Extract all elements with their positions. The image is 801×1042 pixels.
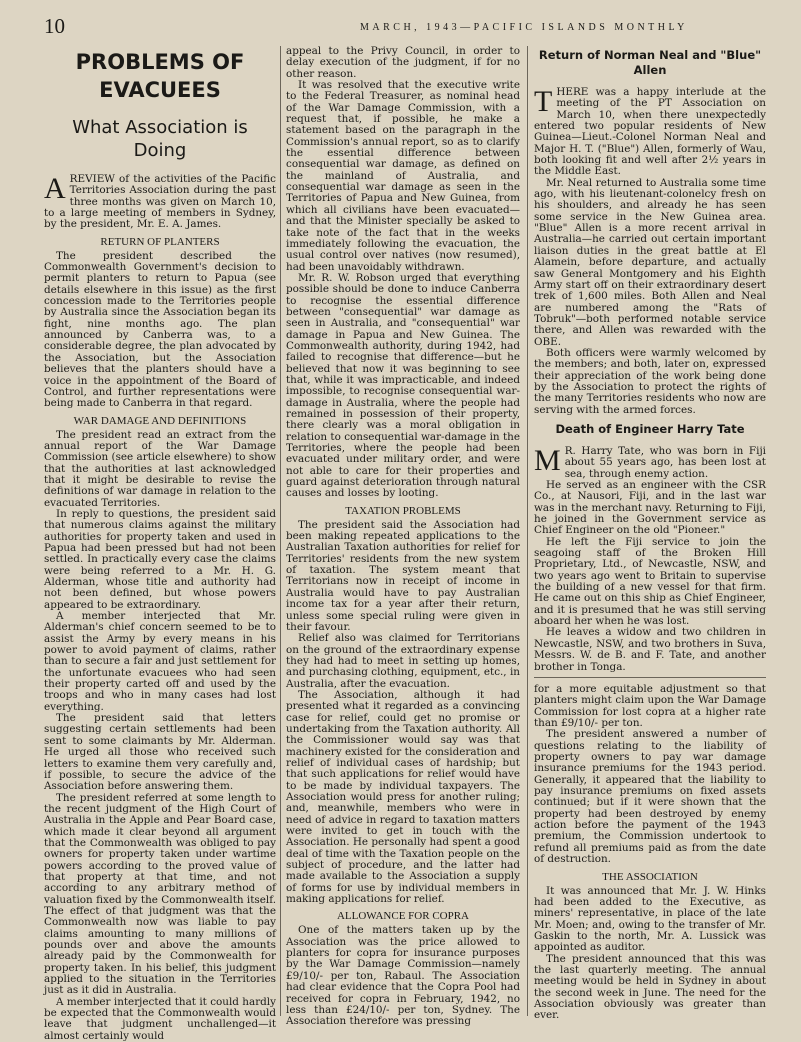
- paragraph: Relief also was claimed for Territorians on the ground of the extraordinary expense they had had to meet in setting up homes, and purchasing clothing, equipment, etc., in Australia, after the evacuation.: [286, 632, 520, 690]
- paragraph: It was resolved that the executive write to the Federal Treasurer, as nominal head of the War Damage Commission, with a request that, if possible, he make a statement based on the paragraph in the Commission's annual report, so as to clarify the essential difference between consequential war damage, as defined on the mainland of Australia, and consequential war damage as seen in the Territories of Papua and New Guinea, from which all civilians have been evacuated—and that the Minister specially be asked to take note of the fact that in the weeks immediately following the evacuation, the usual control over natives (now resumed), had been unavoidably withdrawn.: [286, 79, 520, 273]
- subhead-copra: ALLOWANCE FOR COPRA: [336, 910, 469, 923]
- column-2: [286, 45, 520, 1028]
- paragraph: The president said the Association had been making repeated applications to the Australian Taxation authorities for relief for Territories' residents from the new system of taxation. The system meant that Territorians now in receipt of income in Australia would have to pay Australian income tax for a year after their return, unless some special ruling were given in their favour.: [286, 518, 520, 633]
- paragraph: THERE was a happy interlude at the meeting of the PT Association on March 10, when there unexpectedly entered two popular residents of New Guinea—Lieut.-Colonel Norman Neal and Major H. T. ("Blue") Allen, formerly of Wau, both looking fit and well after 2½ years in the Middle East.: [534, 85, 766, 178]
- column-3-continuation: [534, 684, 766, 1022]
- paragraph: Mr. Neal returned to Australia some time ago, with his lieutenant-colonelcy fresh on his shoulders, and already he has seen some service in the New Guinea area. "Blue" Allen is a more recent arrival in Australia—he carried out certain important liaison duties in the great battle at El Alamein, before departure, and actually saw General Montgomery and his Eighth Army start off on their extraordinary desert trek of 1,600 miles. Both Allen and Neal are numbered among the "Rats of Tobruk"—both performed notable service there, and Allen was rewarded with the OBE.: [534, 176, 766, 348]
- drop-cap: A: [44, 172, 66, 205]
- paragraph: The president announced that this was the last quarterly meeting. The annual meeting would be held in Sydney in about the second week in June. The need for the Association obviously was greater than ever.: [534, 952, 766, 1022]
- headline-line-2: EVACUEES: [99, 78, 221, 102]
- column-3-articles: [534, 46, 766, 676]
- subhead-war-damage: WAR DAMAGE AND DEFINITIONS: [73, 414, 247, 427]
- paragraph: He leaves a widow and two children in Newcastle, NSW, and two brothers in Suva, Messrs. W. de B. and F. Tate, and another brother in Tonga.: [534, 626, 766, 673]
- paragraph: The president referred at some length to the recent judgment of the High Court of Australia in the Apple and Pear Board case, which made it clear beyond all argument that the Commonwealth was obliged to pay owners for property taken under wartime powers according to the proved value of that property at that time, and not according to any arbitrary method of valuation fixed by the Commonwealth itself. The effect of that judgment was that the Commonwealth now was liable to pay claims amounting to many millions of pounds over and above the amounts already paid by the Commonwealth for property taken. In his belief, this judgment applied to the situation in the Territories just as it did in Australia.: [44, 791, 276, 997]
- subhead-return-of-planters: RETURN OF PLANTERS: [100, 235, 220, 248]
- column-1: [44, 46, 276, 1042]
- paragraph: The president described the Commonwealth Government's decision to permit planters to return to Papua (see details elsewhere in this issue) as the first concession made to the Territories people by Australia since the Association began its fight, nine months ago. The plan announced by Canberra was, to a considerable degree, the plan advocated by the Association, but the Association believes that the planters should have a voice in the appointment of the Board of Control, and further representations were being made to Canberra in that regard.: [44, 249, 276, 410]
- article-divider: [534, 677, 766, 678]
- paragraph: Both officers were warmly welcomed by the members; and both, later on, expressed their appreciation of the work being done by the Association to protect the rights of the many Territories residents who now are serving with the armed forces.: [534, 346, 766, 416]
- paragraph: A member interjected that Mr. Alderman's chief concern seemed to be to assist the Army by every means in his power to avoid payment of claims, rather than to secure a fair and just settlement for the unfortunate evacuees who had seen their property carted off and used by the troops and who in many cases had lost everything.: [44, 610, 276, 713]
- paragraph: for a more equitable adjustment so that planters might claim upon the War Damage Commission for lost copra at a higher rate than £9/10/- per ton.: [534, 683, 766, 730]
- page-number: 10: [44, 14, 65, 38]
- paragraph: It was announced that Mr. J. W. Hinks had been added to the Executive, as miners' representative, in place of the late Mr. Moen; and, owing to the transfer of Mr. Gaskin to the north, Mr. A. Lussick was appointed as auditor.: [534, 884, 766, 954]
- kicker-headline: What Association is Doing: [72, 117, 248, 161]
- paragraph: The Association, although it had presented what it regarded as a convincing case for relief, could get no promise or undertaking from the Taxation authority. All the Commissioner would say was that machinery existed for the consideration and relief of individual cases of hardship; but that such applications for relief would have to be made by individual taxpayers. The Association would press for another ruling; and, meanwhile, members who were in need of advice in regard to taxation matters were invited to get in touch with the Association. He personally had spent a good deal of time with the Taxation people on the subject of procedure, and the latter had made available to the Association a supply of forms for use by individual members in making applications for relief.: [286, 688, 520, 906]
- intro-paragraph: AREVIEW of the activities of the Pacific Territories Association during the past three months was given on March 10, to a large meeting of members in Sydney, by the president, Mr. E. A. James.: [44, 172, 276, 231]
- paragraph: He left the Fiji service to join the seagoing staff of the Broken Hill Proprietary, Ltd., of Newcastle, NSW, and two years ago went to Britain to supervise the building of a new vessel for that firm. He came out on this ship as Chief Engineer, and it is presumed that he was still serving aboard her when he was lost.: [534, 535, 766, 628]
- headline-neal-allen: Return of Norman Neal and "Blue" Allen: [538, 48, 762, 77]
- subhead-taxation: TAXATION PROBLEMS: [345, 504, 461, 517]
- drop-cap: M: [534, 443, 561, 477]
- paragraph: One of the matters taken up by the Association was the price allowed to planters for copra for insurance purposes by the War Damage Commission—namely £9/10/- per ton, Rabaul. The Association had clear evidence that the Copra Pool had received for copra in February, 1942, no less than £24/10/- per ton, Sydney. The Association therefore was pressing: [286, 924, 520, 1028]
- headline-line-1: PROBLEMS OF: [75, 50, 245, 74]
- subhead-the-association: THE ASSOCIATION: [602, 870, 698, 883]
- headline-harry-tate: Death of Engineer Harry Tate: [555, 421, 745, 436]
- paragraph: The president read an extract from the annual report of the War Damage Commission (see article elsewhere) to show that the authorities at last acknowledged that it might be desirable to revise the definitions of war damage in relation to the evacuated Territories.: [44, 428, 276, 509]
- paragraph: M R. Harry Tate, who was born in Fiji about 55 years ago, has been lost at sea, through enemy action.: [534, 443, 766, 480]
- paragraph: He served as an engineer with the CSR Co., at Nausori, Fiji, and in the last war was in the merchant navy. Returning to Fiji, he joined in the Government service as Chief Engineer on the old "Pioneer.": [534, 479, 766, 537]
- paragraph: Mr. R. W. Robson urged that everything possible should be done to induce Canberra to recognise the essential difference between "consequential" war damage as seen in Australia, and "consequential" war damage in Papua and New Guinea. The Commonwealth authority, during 1942, had failed to recognise that difference—but he believed that now it was beginning to see that, while it was impracticable, and indeed impossible, to recognise consequential war-damage in Australia, where the people had remained in possession of their property, there clearly was a moral obligation in relation to consequential war-damage in the Territories, where the people had been evacuated under military order, and were not able to care for their properties and guard against deterioration through natural causes and losses by looting.: [286, 271, 520, 500]
- drop-cap: T: [534, 85, 553, 118]
- paragraph: The president answered a number of questions relating to the liability of property owners to pay war damage insurance premiums for the 1943 period. Generally, it appeared that the liability to pay insurance premiums on fixed assets continued; but if it were shown that the property had been destroyed by enemy action before the payment of the 1943 premium, the Commission undertook to refund all premiums paid as from the date of destruction.: [534, 728, 766, 866]
- column-rule-right: [527, 46, 528, 1016]
- paragraph: In reply to questions, the president said that numerous claims against the military authorities for property taken and used in Papua had been pressed but had not been settled. In practically every case the claims were being referred to a Mr. H. G. Alderman, whose title and authority had not been defined, but whose powers appeared to be extraordinary.: [44, 507, 276, 611]
- running-head: MARCH, 1943—PACIFIC ISLANDS MONTHLY: [360, 22, 688, 33]
- paragraph: The president said that letters suggesting certain settlements had been sent to some claimants by Mr. Alderman. He urged all those who received such letters to examine them very carefully and, if possible, to secure the advice of the Association before answering them.: [44, 712, 276, 793]
- paragraph: A member interjected that it could hardly be expected that the Commonwealth would leave that judgment unchallenged—it almost certainly would: [44, 995, 276, 1042]
- column-rule-left: [280, 46, 281, 1016]
- paragraph: appeal to the Privy Council, in order to delay execution of the judgment, if for no other reason.: [286, 45, 520, 80]
